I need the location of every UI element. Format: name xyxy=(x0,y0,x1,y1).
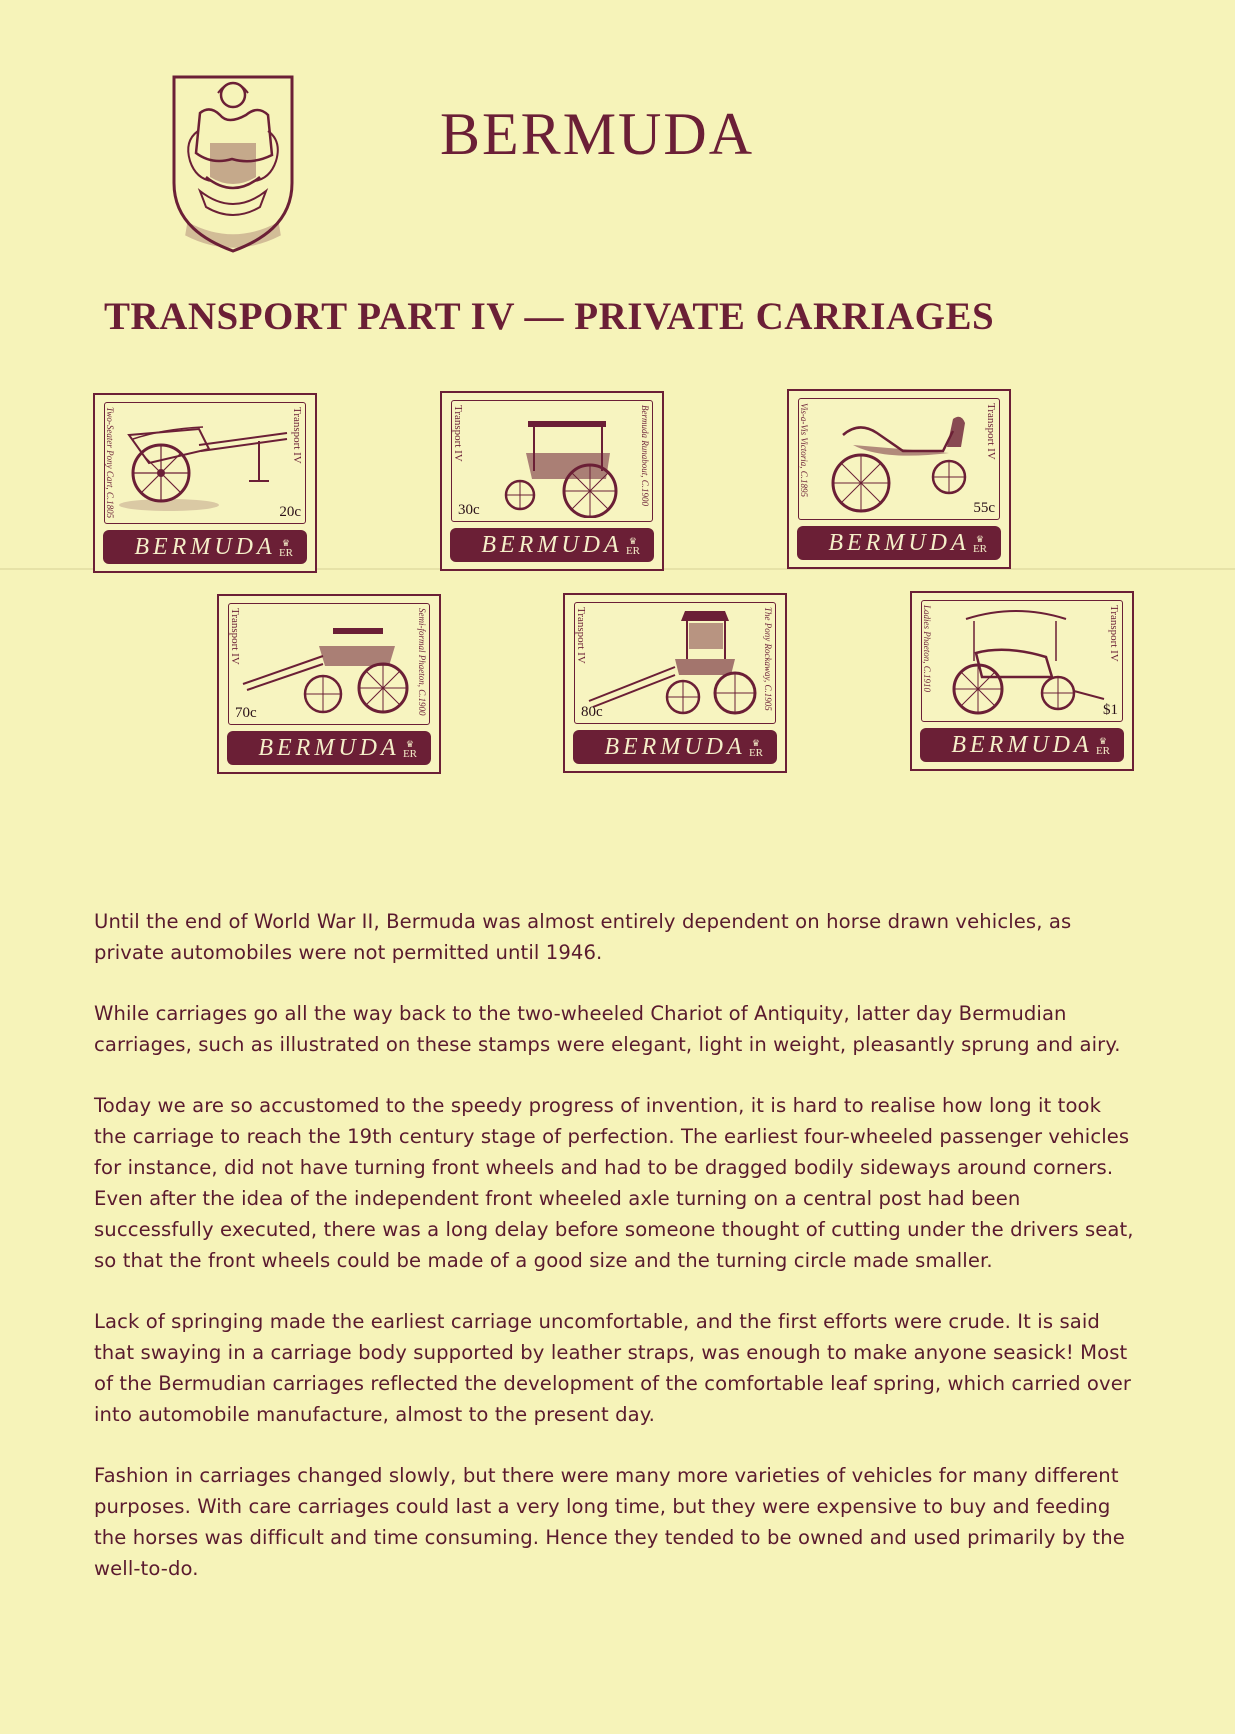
stamp-country: BERMUDA xyxy=(134,533,276,560)
country-title: BERMUDA xyxy=(440,101,755,167)
stamp-name-band xyxy=(227,731,431,765)
royal-cypher: ♛ ER xyxy=(972,534,987,555)
phaeton-illustration xyxy=(233,606,413,721)
stamp-70c xyxy=(217,594,441,774)
stamp-20c xyxy=(93,393,317,573)
paragraph: While carriages go all the way back to the two-wheeled Chariot of Antiquity, latter day Bermudian carriages, such as illustrated on these stamps were elegant, light in weight, pleasantly sprung and airy. xyxy=(94,1002,1121,1056)
stamp-country: BERMUDA xyxy=(258,734,400,761)
stamp-caption: Two-Seater Pony Cart, C.1805 xyxy=(105,407,115,519)
paragraph: Until the end of World War II, Bermuda was almost entirely dependent on horse drawn vehicles, as private automobiles were not permitted until 1946. xyxy=(94,910,1072,964)
stamp-30c xyxy=(440,391,664,571)
pony-cart-illustration xyxy=(109,405,289,520)
stamp-value: 20c xyxy=(279,504,301,520)
stamp-caption: Bermuda Runabout, C.1900 xyxy=(640,405,650,506)
stamp-series: Transport IV xyxy=(985,403,997,460)
stamp-1-dollar xyxy=(910,591,1134,771)
stamp-series: Transport IV xyxy=(1108,605,1120,662)
sheet-subtitle: TRANSPORT PART IV — PRIVATE CARRIAGES xyxy=(104,295,995,338)
description-text xyxy=(94,906,1134,1614)
stamp-name-band xyxy=(797,526,1001,560)
ladies-phaeton-illustration xyxy=(926,603,1106,718)
stamp-name-band xyxy=(103,530,307,564)
royal-cypher: ♛ ER xyxy=(402,739,417,760)
crown-icon: ♛ xyxy=(975,534,984,544)
rockaway-illustration xyxy=(579,605,759,720)
paragraph: Fashion in carriages changed slowly, but there were many more varieties of vehicles for many different purposes. With care carriages could last a very long time, but they were expensive to buy and feeding the horses was difficult and time consuming. Hence they tended to be owned and used primarily by the well-to-do. xyxy=(94,1464,1125,1580)
royal-cypher: ♛ ER xyxy=(278,538,293,559)
stamp-series: Transport IV xyxy=(575,607,587,664)
paragraph: Today we are so accustomed to the speedy progress of invention, it is hard to realise how long it took the carriage to reach the 19th century stage of perfection. The earliest four-wheeled passenger vehicles for instance, did not have turning front wheels and had to be dragged bodily sideways around corners. Even after the idea of the independent front wheeled axle turning on a central post had been successfully executed, there was a long delay before someone thought of cutting under the drivers seat, so that the front wheels could be made of a good size and the turning circle made smaller. xyxy=(94,1094,1134,1272)
royal-cypher: ♛ ER xyxy=(625,536,640,557)
stamp-caption: The Pony Rockaway, C.1905 xyxy=(763,607,773,711)
crown-icon: ♛ xyxy=(281,538,290,548)
crown-icon: ♛ xyxy=(628,536,637,546)
stamp-caption: Ladies Phaeton, C.1910 xyxy=(922,605,932,692)
stamp-country: BERMUDA xyxy=(604,733,746,760)
stamp-value: 55c xyxy=(973,500,995,516)
victoria-illustration xyxy=(803,401,983,516)
paragraph: Lack of springing made the earliest carriage uncomfortable, and the first efforts were crude. It is said that swaying in a carriage body supported by leather straps, was enough to make anyone seasick! Most of the Bermudian carriages reflected the development of the comfortable leaf spring, which carried over into automobile manufacture, almost to the present day. xyxy=(94,1310,1132,1426)
royal-cypher: ♛ ER xyxy=(748,738,763,759)
bermuda-crest-icon xyxy=(170,73,296,255)
crown-icon: ♛ xyxy=(1098,736,1107,746)
stamp-name-band xyxy=(920,728,1124,762)
stamp-name-band xyxy=(573,730,777,764)
stamp-caption: Semi-formal Phaeton, C.1900 xyxy=(417,608,427,716)
stamp-series: Transport IV xyxy=(229,608,241,665)
crown-icon: ♛ xyxy=(405,739,414,749)
stamp-name-band xyxy=(450,528,654,562)
stamp-country: BERMUDA xyxy=(828,529,970,556)
crown-icon: ♛ xyxy=(751,738,760,748)
stamp-country: BERMUDA xyxy=(951,731,1093,758)
stamp-caption: Vis-a-Vis Victoria, C.1895 xyxy=(799,403,809,497)
stamp-country: BERMUDA xyxy=(481,531,623,558)
stamp-series: Transport IV xyxy=(291,407,303,464)
runabout-illustration xyxy=(456,403,636,518)
stamp-value: 80c xyxy=(581,704,603,720)
stamp-value: 70c xyxy=(235,705,257,721)
stamp-80c xyxy=(563,593,787,773)
royal-cypher: ♛ ER xyxy=(1095,736,1110,757)
stamp-value: $1 xyxy=(1103,702,1118,718)
stamp-55c xyxy=(787,389,1011,569)
stamp-value: 30c xyxy=(458,502,480,518)
stamp-series: Transport IV xyxy=(452,405,464,462)
